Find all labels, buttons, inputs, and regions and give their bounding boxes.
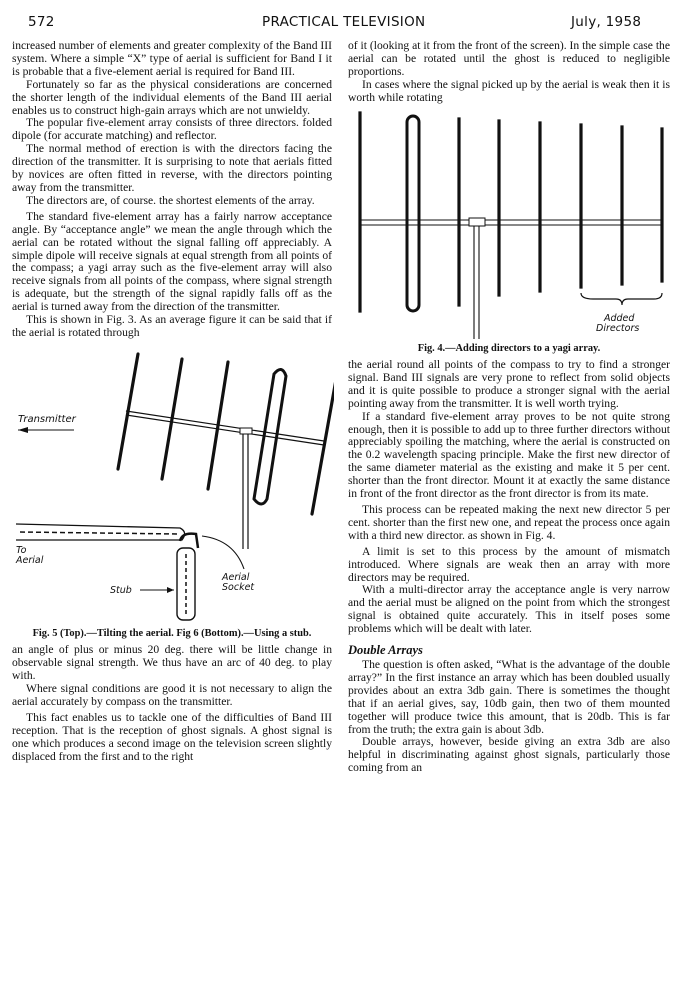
paragraph: This fact enables us to tackle one of the difficulties of Band III reception. That is the reception of ghost signals. A ghost signal is one which produces a second image on the television screen slightly displaced from the first and to the right: [12, 710, 332, 763]
paragraph: In cases where the signal picked up by the aerial is weak then it is worth while rotating: [348, 77, 670, 104]
paragraph: an angle of plus or minus 20 deg. there will be little change in observable signal strength. We thus have an arc of 40 deg. to play with.: [12, 643, 332, 683]
aerial-socket-label-2: Socket: [222, 581, 255, 593]
right-column: [348, 40, 670, 775]
paragraph: This is shown in Fig. 3. As an average figure it can be said that if the aerial is rotated through: [12, 313, 332, 339]
page-header: [0, 14, 684, 34]
added-directors-label-1: Added: [604, 312, 635, 324]
paragraph: Fortunately so far as the physical considerations are concerned the shorter length of the individual elements of the Band III aerial enables us to construct high-gain arrays which are not unwieldy.: [12, 77, 332, 117]
paragraph: The popular five-element array consists of three directors. folded dipole (for accurate matching) and reflector.: [12, 116, 332, 143]
figure-4: [348, 109, 670, 341]
paragraph: The normal method of erection is with the directors facing the direction of the transmitter. It is surprising to note that aerials fitted by novices are often fitted in reverse, with the directors pointing away from the transmitter.: [12, 142, 332, 194]
paragraph: Double arrays, however, beside giving an extra 3db are also helpful in discriminating against ghost signals, particularly those coming from an: [348, 735, 670, 775]
figure-5-6-caption: Fig. 5 (Top).—Tilting the aerial. Fig 6 (Bottom).—Using a stub.: [32, 627, 312, 639]
issue-date: July, 1958: [571, 14, 642, 30]
paragraph: increased number of elements and greater complexity of the Band III system. Where a simple “X” type of aerial is sufficient for Band I it is probable that a five-element aerial is required for Band III.: [12, 39, 332, 78]
paragraph: of it (looking at it from the front of the screen). In the simple case the aerial can be rotated until the ghost is reduced to negligible proportions.: [348, 39, 670, 78]
page-number: 572: [28, 14, 55, 30]
paragraph: A limit is set to this process by the amount of mismatch introduced. Where signals are weak then an array with more directors may be required.: [348, 544, 670, 584]
publication-title: PRACTICAL TELEVISION: [262, 14, 426, 30]
stub-label: Stub: [110, 584, 132, 596]
paragraph: Where signal conditions are good it is not necessary to align the aerial accurately by compass on the transmitter.: [12, 682, 332, 708]
added-directors-label-2: Directors: [596, 322, 640, 334]
paragraph: This process can be repeated making the next new director 5 per cent. shorter than the first new one, and repeat the process once again with a third new director. as shown in Fig. 4.: [348, 503, 670, 542]
paragraph: If a standard five-element array proves to be not quite strong enough, then it is possible to add up to three further directors without appreciably spoiling the matching, where the aerial is constructed on the 0.2 wavelength spacing principle. Make the first new director of the same diameter material as the existing and make it 5 per cent. shorter than the front director. Mount it at exactly the same distance in front of the front director as the front director is from its mate.: [348, 409, 670, 501]
paragraph: With a multi-director array the acceptance angle is very narrow and the aerial must be aligned on the point from which the strongest signal is obtained quite accurately. This in itself poses some problems which will be dealt with later.: [348, 583, 670, 636]
figure-4-caption: Fig. 4.—Adding directors to a yagi array.: [417, 342, 601, 354]
paragraph: The standard five-element array has a fairly narrow acceptance angle. By “acceptance angle” we mean the angle through which the aerial can be rotated without the signal falling off appreciably. A simple dipole will receive signals at equal strength from all points of the compass; a yagi array such as the five-element array will also receive signals from all points of the compass, where signal strength is adequate, but the strength of the signal rapidly falls off as the aerial is turned away from the direction of the transmitter.: [12, 209, 332, 314]
section-heading-double-arrays: Double Arrays: [348, 643, 423, 658]
aerial-socket-label-1: Aerial: [222, 571, 250, 583]
paragraph: The question is often asked, “What is the advantage of the double array?” In the first instance an array which has been doubled usually provides about an extra 3db gain. There is sometimes the thought that if an aerial gives, say, 10db gain, then two of them mounted together will produce twice this amount, that is 20db. This is far from the truth; the extra gain is about 3db.: [348, 657, 670, 736]
paragraph: The directors are, of course. the shortest elements of the array.: [26, 193, 315, 207]
to-aerial-label-2: Aerial: [16, 554, 44, 566]
to-aerial-label-1: To: [16, 544, 27, 556]
yagi-added-directors-illustration: [348, 109, 670, 341]
paragraph: the aerial round all points of the compass to try to find a stronger signal. Band III signals are very prone to reflect from solid objects and it is quite possible to produce a stronger signal with the aerial pointing away from the transmitter. It is well worth trying.: [348, 358, 670, 410]
figure-5-6: [12, 344, 332, 626]
left-column: [12, 40, 332, 764]
yagi-tilt-and-stub-illustration: [12, 344, 334, 626]
transmitter-label: Transmitter: [18, 413, 76, 425]
